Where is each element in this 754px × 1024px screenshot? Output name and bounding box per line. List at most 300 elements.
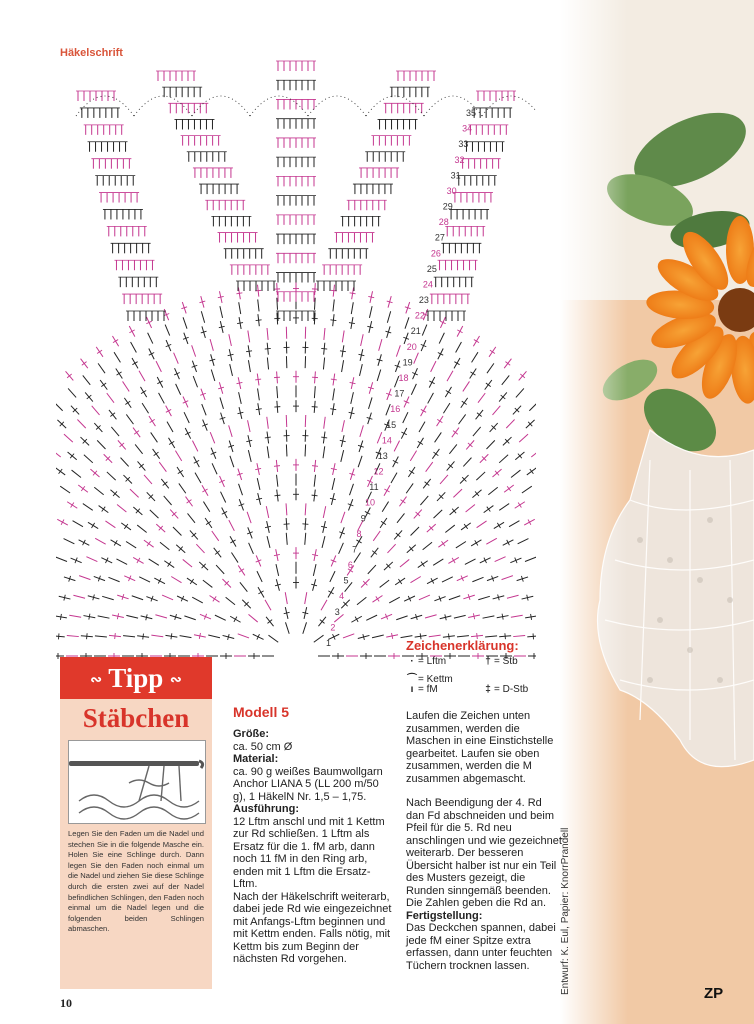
stitch-mark: [188, 513, 195, 522]
stitch-mark: [56, 402, 63, 410]
stitch-mark: [195, 473, 201, 483]
tip-title: Stäbchen: [82, 703, 190, 733]
round-number: 33: [458, 139, 469, 150]
stitch-mark: [286, 503, 287, 515]
stitch-mark: [456, 342, 462, 353]
round-number: 29: [442, 201, 453, 212]
stitch-mark: [221, 492, 226, 503]
stitch-crossbar: [147, 541, 151, 546]
stitch-crossbar: [81, 486, 85, 491]
stitch-mark: [171, 577, 181, 583]
stitch-mark: [239, 484, 243, 495]
stitch-mark: [342, 360, 344, 372]
round-number: 16: [390, 404, 401, 415]
stitch-crossbar: [531, 614, 532, 620]
stitch-mark: [265, 600, 271, 610]
stitch-crossbar: [89, 614, 90, 620]
stitch-mark: [343, 634, 354, 638]
stitch-mark: [248, 420, 251, 432]
stitch-mark: [410, 451, 416, 461]
stitch-mark: [107, 393, 114, 403]
stitch-mark: [286, 533, 287, 545]
stitch-mark: [431, 361, 436, 372]
swirl-right-icon: ∾: [170, 672, 182, 688]
stitch-mark: [77, 420, 85, 429]
stitch-crossbar: [202, 489, 207, 492]
stitch-mark: [268, 635, 278, 642]
stitch-crossbar: [392, 633, 393, 639]
tip-header: [60, 657, 212, 699]
stitch-mark: [203, 502, 209, 512]
stitch-crossbar: [470, 372, 475, 375]
stitch-mark: [314, 475, 315, 487]
stitch-crossbar: [168, 562, 171, 567]
stitch-mark: [176, 384, 181, 395]
stitch-mark: [472, 352, 478, 362]
stitch-mark: [511, 470, 520, 477]
stitch-crossbar: [255, 379, 261, 380]
stitch-crossbar: [433, 452, 438, 456]
round-number: 26: [430, 248, 441, 259]
stitch-mark: [358, 456, 362, 467]
stitch-mark: [449, 444, 456, 453]
round-number: 17: [394, 388, 405, 399]
stitch-mark: [286, 415, 287, 427]
stitch-crossbar: [328, 591, 333, 594]
stitch-crossbar: [475, 540, 478, 545]
stitch-mark: [314, 386, 315, 398]
stitch-mark: [139, 577, 150, 582]
stitch-mark: [457, 636, 469, 637]
stitch-crossbar: [312, 554, 318, 555]
stitch-crossbar: [115, 633, 116, 639]
stitch-mark: [449, 596, 460, 600]
stitch-crossbar: [87, 633, 88, 639]
stitch-mark: [324, 417, 326, 429]
stitch-mark: [486, 538, 496, 544]
stitch-mark: [159, 393, 165, 404]
stitch-crossbar: [169, 441, 174, 444]
page-number: 10: [60, 996, 72, 1010]
stitch-mark: [267, 536, 270, 548]
material-label: Material:: [233, 753, 279, 765]
stitch-crossbar: [190, 579, 193, 584]
legend-kettm: ⌒= Kettm: [406, 670, 453, 685]
material-text: ca. 90 g weißes Baumwollgarn Anchor LIANA 5 (LL 200 m/50 g), 1 HäkelN Nr. 1,5 – 1,75.: [233, 765, 383, 803]
stitch-crossbar: [312, 495, 318, 496]
chain-arc: [76, 96, 134, 116]
stitch-mark: [267, 446, 269, 458]
stitch-crossbar: [340, 351, 346, 352]
stitch-crossbar: [505, 362, 510, 366]
stitch-mark: [442, 577, 453, 582]
stitch-mark: [149, 559, 159, 565]
stitch-mark: [126, 414, 133, 424]
stitch-crossbar: [258, 591, 263, 594]
stitch-mark: [229, 520, 235, 531]
stitch-mark: [519, 434, 528, 442]
stitch-mark: [511, 615, 523, 617]
stitch-mark: [303, 622, 307, 633]
stitch-crossbar: [178, 470, 183, 473]
round-number: 13: [377, 450, 388, 461]
stitch-mark: [466, 504, 475, 512]
stitch-mark: [202, 404, 206, 415]
stitch-crossbar: [437, 419, 442, 422]
stitch-mark: [313, 564, 316, 576]
stitch-mark: [68, 388, 76, 397]
stitch-crossbar: [452, 558, 455, 563]
stitch-mark: [322, 536, 325, 548]
stitch-mark: [445, 525, 454, 532]
stitch-mark: [369, 306, 372, 318]
stitch-mark: [183, 559, 192, 567]
stitch-mark: [350, 484, 354, 495]
stitch-crossbar: [255, 468, 261, 469]
stitch-crossbar: [368, 296, 374, 297]
stitch-crossbar: [330, 320, 336, 321]
stitch-crossbar: [236, 293, 242, 294]
stitch-mark: [403, 412, 408, 423]
stitch-crossbar: [464, 524, 468, 529]
round-number: 5: [343, 575, 349, 586]
stitch-crossbar: [92, 523, 95, 528]
stitch-mark: [447, 371, 453, 381]
stitch-mark: [117, 504, 126, 512]
stitch-mark: [405, 317, 409, 328]
stitch-mark: [277, 298, 278, 310]
stitch-crossbar: [60, 614, 61, 620]
stitch-mark: [56, 636, 65, 637]
stitch-mark: [400, 559, 409, 567]
stitch-mark: [305, 444, 306, 456]
stitch-crossbar: [113, 340, 118, 343]
round-number: 15: [386, 419, 397, 430]
stitch-mark: [389, 597, 400, 603]
stitch-mark: [248, 450, 251, 462]
round-number: 2: [330, 622, 336, 633]
stitch-mark: [94, 487, 103, 494]
round-number: 35: [466, 108, 477, 118]
stitch-mark: [56, 557, 67, 561]
stitch-crossbar: [117, 372, 122, 375]
model-title: Modell 5: [233, 704, 290, 720]
round-number: 4: [339, 591, 345, 602]
stitch-mark: [396, 616, 407, 620]
stitch-mark: [285, 592, 287, 604]
stitch-mark: [314, 635, 324, 642]
stitch-crossbar: [384, 489, 389, 492]
stitch-mark: [456, 541, 466, 547]
round-number: 24: [422, 279, 433, 290]
stitch-crossbar: [441, 541, 445, 546]
round-number: 8: [356, 528, 362, 539]
stitch-mark: [391, 473, 397, 483]
stitch-mark: [351, 302, 353, 314]
stitch-mark: [323, 506, 325, 518]
dot-icon: ·: [410, 656, 414, 667]
stitch-mark: [105, 521, 115, 528]
stitch-mark: [155, 615, 167, 618]
stitch-mark: [360, 364, 363, 376]
cross-icon: †: [485, 656, 491, 667]
stitch-mark: [361, 334, 364, 346]
stitch-mark: [377, 369, 381, 380]
stitch-mark: [341, 450, 344, 462]
stitch-crossbar: [453, 431, 458, 435]
stitch-mark: [305, 415, 306, 427]
stitch-crossbar: [350, 382, 356, 383]
round-number: 3: [334, 606, 340, 617]
stitch-mark: [366, 615, 377, 620]
stitch-mark: [305, 503, 306, 515]
stitch-mark: [84, 455, 93, 463]
round-number: 19: [402, 357, 413, 368]
stitch-mark: [379, 339, 382, 351]
round-number: 20: [406, 341, 417, 352]
stitch-mark: [144, 475, 152, 484]
stitch-mark: [220, 306, 223, 318]
stitch-crossbar: [230, 540, 235, 543]
stitch-mark: [114, 352, 120, 362]
stitch-mark: [210, 432, 214, 443]
stitch-mark: [286, 444, 287, 456]
stitch-mark: [277, 475, 278, 487]
stitch-mark: [527, 636, 536, 637]
stitch-mark: [267, 328, 268, 340]
round-number: 21: [410, 326, 421, 337]
stitch-crossbar: [321, 437, 327, 438]
stitch-mark: [342, 330, 344, 342]
symbol-explanation: Laufen die Zeichen unten zusammen, werden die Maschen in eine Einstichstelle gearbeitet. Laufen sie oben zusammen, werden die M zusammen abgemascht.: [406, 710, 554, 785]
stitch-mark: [372, 635, 384, 638]
stitch-crossbar: [462, 401, 467, 404]
stitch-mark: [305, 592, 307, 604]
round-number: 30: [446, 185, 457, 196]
stitch-mark: [488, 487, 497, 494]
stitch-mark: [130, 489, 139, 497]
round-number: 7: [352, 544, 358, 555]
stitch-mark: [173, 527, 181, 535]
execution-text-1: 12 Lftm anschl und mit 1 Kettm zur Rd schließen. 1 Lftm als Ersatz für die 1. fM arb, dann noch 11 fM in den Ring arb, enden mit 1 Lftm die Ersatz-Lftm.: [233, 815, 385, 890]
stitch-mark: [72, 470, 81, 477]
stitch-mark: [64, 539, 75, 544]
stitch-mark: [249, 543, 254, 554]
stitch-mark: [529, 402, 536, 410]
stitch-crossbar: [125, 401, 130, 404]
section-label: Häkelschrift: [60, 47, 123, 59]
stitch-crossbar: [246, 351, 252, 352]
stitch-mark: [476, 472, 485, 480]
legend-lftm: · = Lftm: [406, 656, 446, 667]
stitch-mark: [184, 616, 195, 620]
stitch-mark: [247, 512, 251, 523]
hook-drawing: [69, 741, 205, 823]
tip-text: Legen Sie den Faden um die Nadel und stechen Sie in die folgende Masche ein. Holen Sie eine Schlinge durch. Dann legen Sie den Faden noch einmal um die Nadel und ziehen Sie diese Schlinge durch die ersten zwei auf der Nadel befindlichen Schlingen, den Faden noch einmal um die Nadel legen und die folgenden beiden Schlingen abmaschen.: [68, 829, 204, 934]
stitch-mark: [203, 580, 212, 587]
stitch-mark: [483, 616, 495, 618]
stitch-mark: [148, 333, 153, 344]
stitch-mark: [522, 486, 532, 493]
stitch-mark: [208, 635, 220, 638]
stitch-crossbar: [237, 323, 243, 324]
stitch-mark: [211, 369, 215, 380]
stitch-crossbar: [171, 633, 172, 639]
stitch-mark: [396, 345, 400, 356]
stitch-crossbar: [274, 495, 280, 496]
stitch-crossbar: [376, 596, 379, 601]
stitch-mark: [160, 542, 169, 549]
stitch-crossbar: [143, 634, 144, 640]
stitch-mark: [419, 422, 425, 432]
stitch-mark: [230, 456, 234, 467]
stitch-crossbar: [274, 554, 280, 555]
stitch-crossbar: [518, 502, 521, 507]
stitch-mark: [285, 622, 289, 633]
stitch-mark: [167, 422, 173, 432]
stitch-crossbar: [101, 383, 106, 387]
stitch-mark: [107, 472, 116, 480]
stitch-mark: [373, 531, 380, 541]
stitch-mark: [95, 538, 105, 544]
stitch-crossbar: [418, 441, 423, 444]
stitch-mark: [193, 376, 197, 387]
stitch-mark: [433, 559, 443, 565]
stitch-mark: [357, 597, 366, 604]
chain-arc: [134, 96, 192, 116]
chain-arc: [250, 96, 308, 116]
stitch-mark: [229, 425, 233, 436]
stitch-mark: [506, 420, 514, 429]
stitch-crossbar: [398, 579, 401, 584]
stitch-mark: [492, 406, 500, 415]
stitch-mark: [419, 595, 430, 600]
stitch-mark: [453, 489, 462, 497]
stitch-crossbar: [256, 320, 262, 321]
stitch-mark: [111, 427, 119, 436]
stitch-mark: [240, 582, 247, 591]
stitch-mark: [324, 328, 325, 340]
round-number: 10: [365, 497, 376, 508]
stitch-crossbar: [507, 486, 511, 491]
photo-illustration: [560, 0, 754, 1024]
bar-icon: ı: [410, 684, 414, 695]
stitch-mark: [180, 636, 192, 638]
stitch-mark: [387, 311, 390, 323]
stitch-mark: [277, 386, 278, 398]
legend-stb: † = Stb: [482, 656, 518, 667]
round-number: 9: [360, 513, 366, 524]
doily-photo: [560, 0, 754, 1024]
stitch-mark: [507, 595, 519, 598]
stitch-mark: [60, 486, 70, 493]
stitch-mark: [151, 432, 158, 442]
stitch-mark: [98, 363, 105, 373]
stitch-mark: [434, 510, 443, 518]
stitch-crossbar: [132, 362, 137, 365]
stitch-crossbar: [381, 521, 386, 524]
stitch-mark: [397, 513, 404, 522]
stitch-mark: [267, 417, 269, 429]
stitch-mark: [267, 358, 268, 370]
stitch-mark: [79, 576, 90, 580]
stitch-mark: [220, 397, 224, 408]
instructions-column-2: [406, 710, 562, 972]
stitch-crossbar: [218, 296, 224, 297]
stitch-crossbar: [199, 633, 200, 639]
stitch-mark: [499, 455, 508, 463]
stitch-mark: [330, 571, 335, 582]
stitch-mark: [333, 299, 334, 311]
stitch-mark: [499, 504, 509, 511]
stitch-crossbar: [141, 390, 146, 393]
stitch-mark: [97, 440, 105, 449]
stitch-mark: [443, 403, 449, 413]
stitch-mark: [135, 444, 142, 453]
stitch-crossbar: [474, 340, 479, 343]
round-number: 34: [462, 123, 473, 134]
round-number: 18: [398, 373, 409, 383]
stitch-mark: [487, 363, 494, 373]
round-number: 12: [373, 466, 384, 477]
stitch-mark: [69, 615, 81, 617]
crochet-diagram: [56, 56, 536, 696]
stitch-crossbar: [187, 500, 192, 504]
stitch-mark: [83, 504, 93, 511]
stitch-mark: [369, 397, 373, 408]
stitch-mark: [502, 576, 513, 580]
stitch-mark: [116, 559, 127, 564]
stitch-crossbar: [454, 362, 459, 365]
round-instructions: Nach Beendigung der 4. Rd dan Fd abschneiden und beim Pfeil für die 5. Rd neu anschlingen und wie gezeichnet weiterarb. Der besseren Übersicht halber ist nur ein Teil des Musters gezeigt, die Runden sinngemäß beenden. Die Zahlen geben die Rd an.: [406, 797, 562, 909]
stitch-crossbar: [237, 382, 243, 383]
stitch-mark: [239, 302, 241, 314]
stitch-mark: [406, 483, 413, 493]
stitch-mark: [463, 458, 471, 467]
stitch-mark: [123, 636, 135, 637]
stitch-mark: [156, 361, 161, 372]
stitch-mark: [502, 375, 509, 384]
stitch-crossbar: [137, 558, 140, 563]
stitch-mark: [382, 502, 388, 512]
stitch-crossbar: [486, 383, 491, 387]
stitch-mark: [230, 364, 233, 376]
stitch-mark: [102, 596, 114, 599]
stitch-mark: [196, 544, 204, 553]
stitch-mark: [98, 616, 110, 618]
stitch-crossbar: [401, 500, 406, 504]
stitch-mark: [465, 559, 476, 564]
stitch-mark: [422, 325, 427, 336]
stitch-crossbar: [409, 470, 414, 473]
stitch-mark: [95, 636, 107, 637]
legend-title: Zeichenerklärung:: [406, 638, 519, 653]
stitch-crossbar: [350, 293, 356, 294]
stitch-mark: [131, 342, 137, 353]
stitch-mark: [411, 527, 419, 535]
finishing-label: Fertigstellung:: [406, 909, 483, 922]
stitch-mark: [249, 614, 258, 622]
stitch-crossbar: [134, 431, 139, 435]
stitch-crossbar: [82, 362, 87, 366]
stitch-crossbar: [59, 469, 63, 474]
stitch-mark: [414, 353, 419, 364]
stitch-crossbar: [274, 466, 280, 467]
stitch-mark: [425, 615, 437, 618]
stitch-mark: [151, 635, 163, 637]
stitch-mark: [509, 521, 519, 527]
stitch-mark: [360, 425, 364, 436]
